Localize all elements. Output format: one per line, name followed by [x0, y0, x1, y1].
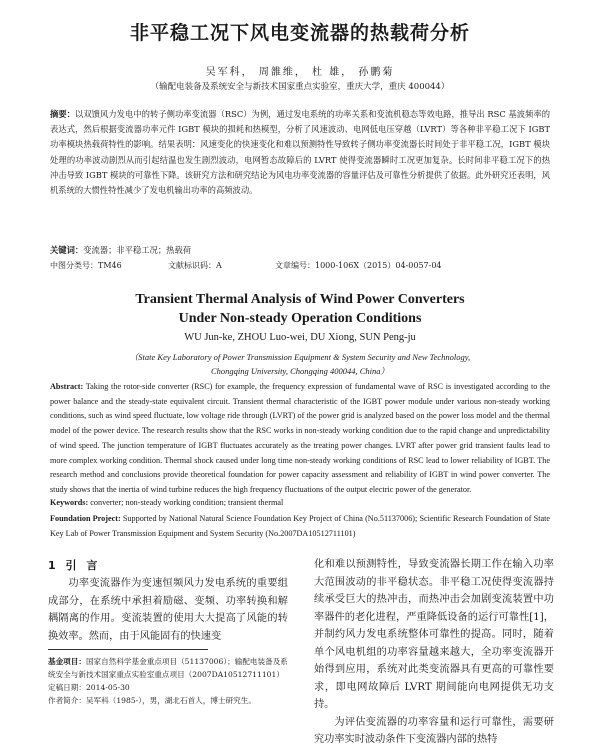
chinese-keywords-text: 变流器；非平稳工况；热载荷	[83, 245, 192, 255]
clc-number: 中图分类号：TM46	[50, 261, 122, 270]
english-keywords-text: converter; non-steady working condition; transient thermal	[90, 498, 284, 507]
footnote-author: 作者简介：吴军科（1985-），男，湖北石首人，博士研究生。	[48, 696, 256, 705]
body-right-column	[314, 556, 554, 749]
chinese-abstract	[50, 107, 550, 198]
article-number: 文章编号：1000-106X（2015）04-0057-04	[275, 261, 442, 270]
english-title-line1: Transient Thermal Analysis of Wind Power Converters	[135, 292, 465, 307]
english-affiliation	[0, 351, 600, 378]
section-heading: 1 引 言	[48, 559, 101, 572]
english-keywords-label: Keywords:	[50, 498, 89, 507]
body-right-paragraph-2: 为评估变流器的功率容量和运行可靠性，需要研究功率实时波动条件下变流器内部的热特	[314, 716, 554, 745]
english-abstract	[50, 380, 550, 498]
chinese-abstract-text: 以双馈风力发电中的转子侧功率变流器（RSC）为例，通过发电系统的功率关系和变流机稳态等效电路，推导出 RSC 基波频率的表达式，然后根据变流器功率元件 IGBT 模块的损耗和热模型，分析了风速波动、电网低电压穿越（LVRT）等各种非平稳工况下 IGBT 功率模块热载荷特性的影响。结果表明：风速变化的快速变化和难以预测特性导致转子侧功率变流器长时间处于非平稳工况，IGBT 模块处理的功率波动剧烈从而引起结温也发生剧烈波动，电网暂态故障后的 LVRT 使得变流器瞬时工况更加复杂。长时间非平稳工况下的热冲击导致 IGBT 模块的可靠性下降。该研究方法和研究结论为风电功率变流器的容量评估及可靠性分析提供了依据。此外研究还表明，风机系统的大惯性特性减少了发电机输出功率的高频波动。	[50, 109, 550, 196]
chinese-affiliation: （输配电装备及系统安全与新技术国家重点实验室，重庆大学，重庆 400044）	[150, 82, 450, 92]
chinese-authors: 吴军科， 周雒维， 杜 雄， 孙鹏菊	[205, 67, 395, 78]
footnote-date: 定稿日期：2014-05-30	[48, 683, 130, 692]
footnotes	[48, 655, 288, 707]
chinese-title: 非平稳工况下风电变流器的热载荷分析	[129, 22, 470, 44]
document-code: 文献标识码：A	[168, 261, 222, 270]
footnote-funding	[48, 655, 288, 681]
english-keywords	[50, 498, 550, 507]
chinese-keywords-label: 关键词：	[50, 245, 84, 255]
footnote-funding-label: 基金项目：	[48, 657, 86, 666]
english-affiliation-line1: （State Key Laboratory of Power Transmission Equipment & System Security and New Technology,	[129, 352, 471, 362]
english-title-line2: Under Non-steady Operation Conditions	[178, 311, 422, 326]
body-right-paragraph-1: 化和难以预测特性，导致变流器长期工作在输入功率大范围波动的非平稳状态。非平稳工况使得变流器持续承受巨大的热冲击，而热冲击会加剧变流装置中功率器件的老化进程，严重降低设备的运行可靠性[1]，并制约风力发电系统整体可靠性的提高。同时，随着单个风电机组的功率容量越来越大，全功率变流器开始得到应用，系统对此类变流器具有更高的可靠性要求，即电网故障后 LVRT 期间能向电网提供无功支持。	[314, 559, 554, 710]
english-title	[0, 290, 600, 328]
body-left-column: 功率变流器作为变速恒频风力发电系统的重要组成部分，在系统中承担着励磁、变频、功率转换和解耦隔离的作用。变流装置的使用大大提高了风能的转换效率。然而，由于风能固有的快速变	[48, 578, 288, 642]
english-affiliation-line2: Chongqing University, Chongqing 400044, China）	[210, 365, 390, 376]
chinese-abstract-label: 摘要：	[50, 109, 75, 119]
footnote-funding-text: 国家自然科学基金重点项目（51137006）；输配电装备及系统安全与新技术国家重点实验室重点项目（2007DA10512711101）	[48, 657, 288, 679]
english-abstract-text: Taking the rotor-side converter (RSC) for example, the frequency expression of fundamental wave of RSC is investigated according to the power balance and the steady-state equivalent circuit. Transient thermal characteristic of the IGBT power module under various non-steady working conditions, such as wind speed fluctuate, low voltage ride through (LVRT) of the power grid is analyzed based on the power loss model and the thermal model of the power device. The research results show that the RSC works in non-steady working condition due to the rapid change and unpredictability of wind speed. The junction temperature of IGBT fluctuates accurately as the treating power changes. LVRT after power grid transient faults lead to more complex working condition. Thermal shock caused under long time non-steady working conditions of RSC lead to lower reliability of IGBT. The research method and conclusions provide theoretical foundation for power capacity assessment and reliability of IGBT in wind power converter. The study shows that the inertia of wind turbine reduces the high frequency fluctuations of the output electric power of the generator.	[50, 382, 551, 494]
english-funding-text: Supported by National Natural Science Foundation Key Project of China (No.51137006); Scientific Research Foundation of State Key Lab of Power Transmission Equipment and System Security (No.2007DA10512711101)	[50, 514, 551, 538]
english-funding-label: Foundation Project:	[50, 514, 121, 523]
english-authors: WU Jun-ke, ZHOU Luo-wei, DU Xiong, SUN Peng-ju	[184, 332, 416, 343]
english-funding	[50, 512, 550, 541]
english-abstract-label: Abstract:	[50, 382, 84, 391]
footnote-divider	[48, 649, 208, 650]
chinese-keywords	[50, 244, 550, 256]
